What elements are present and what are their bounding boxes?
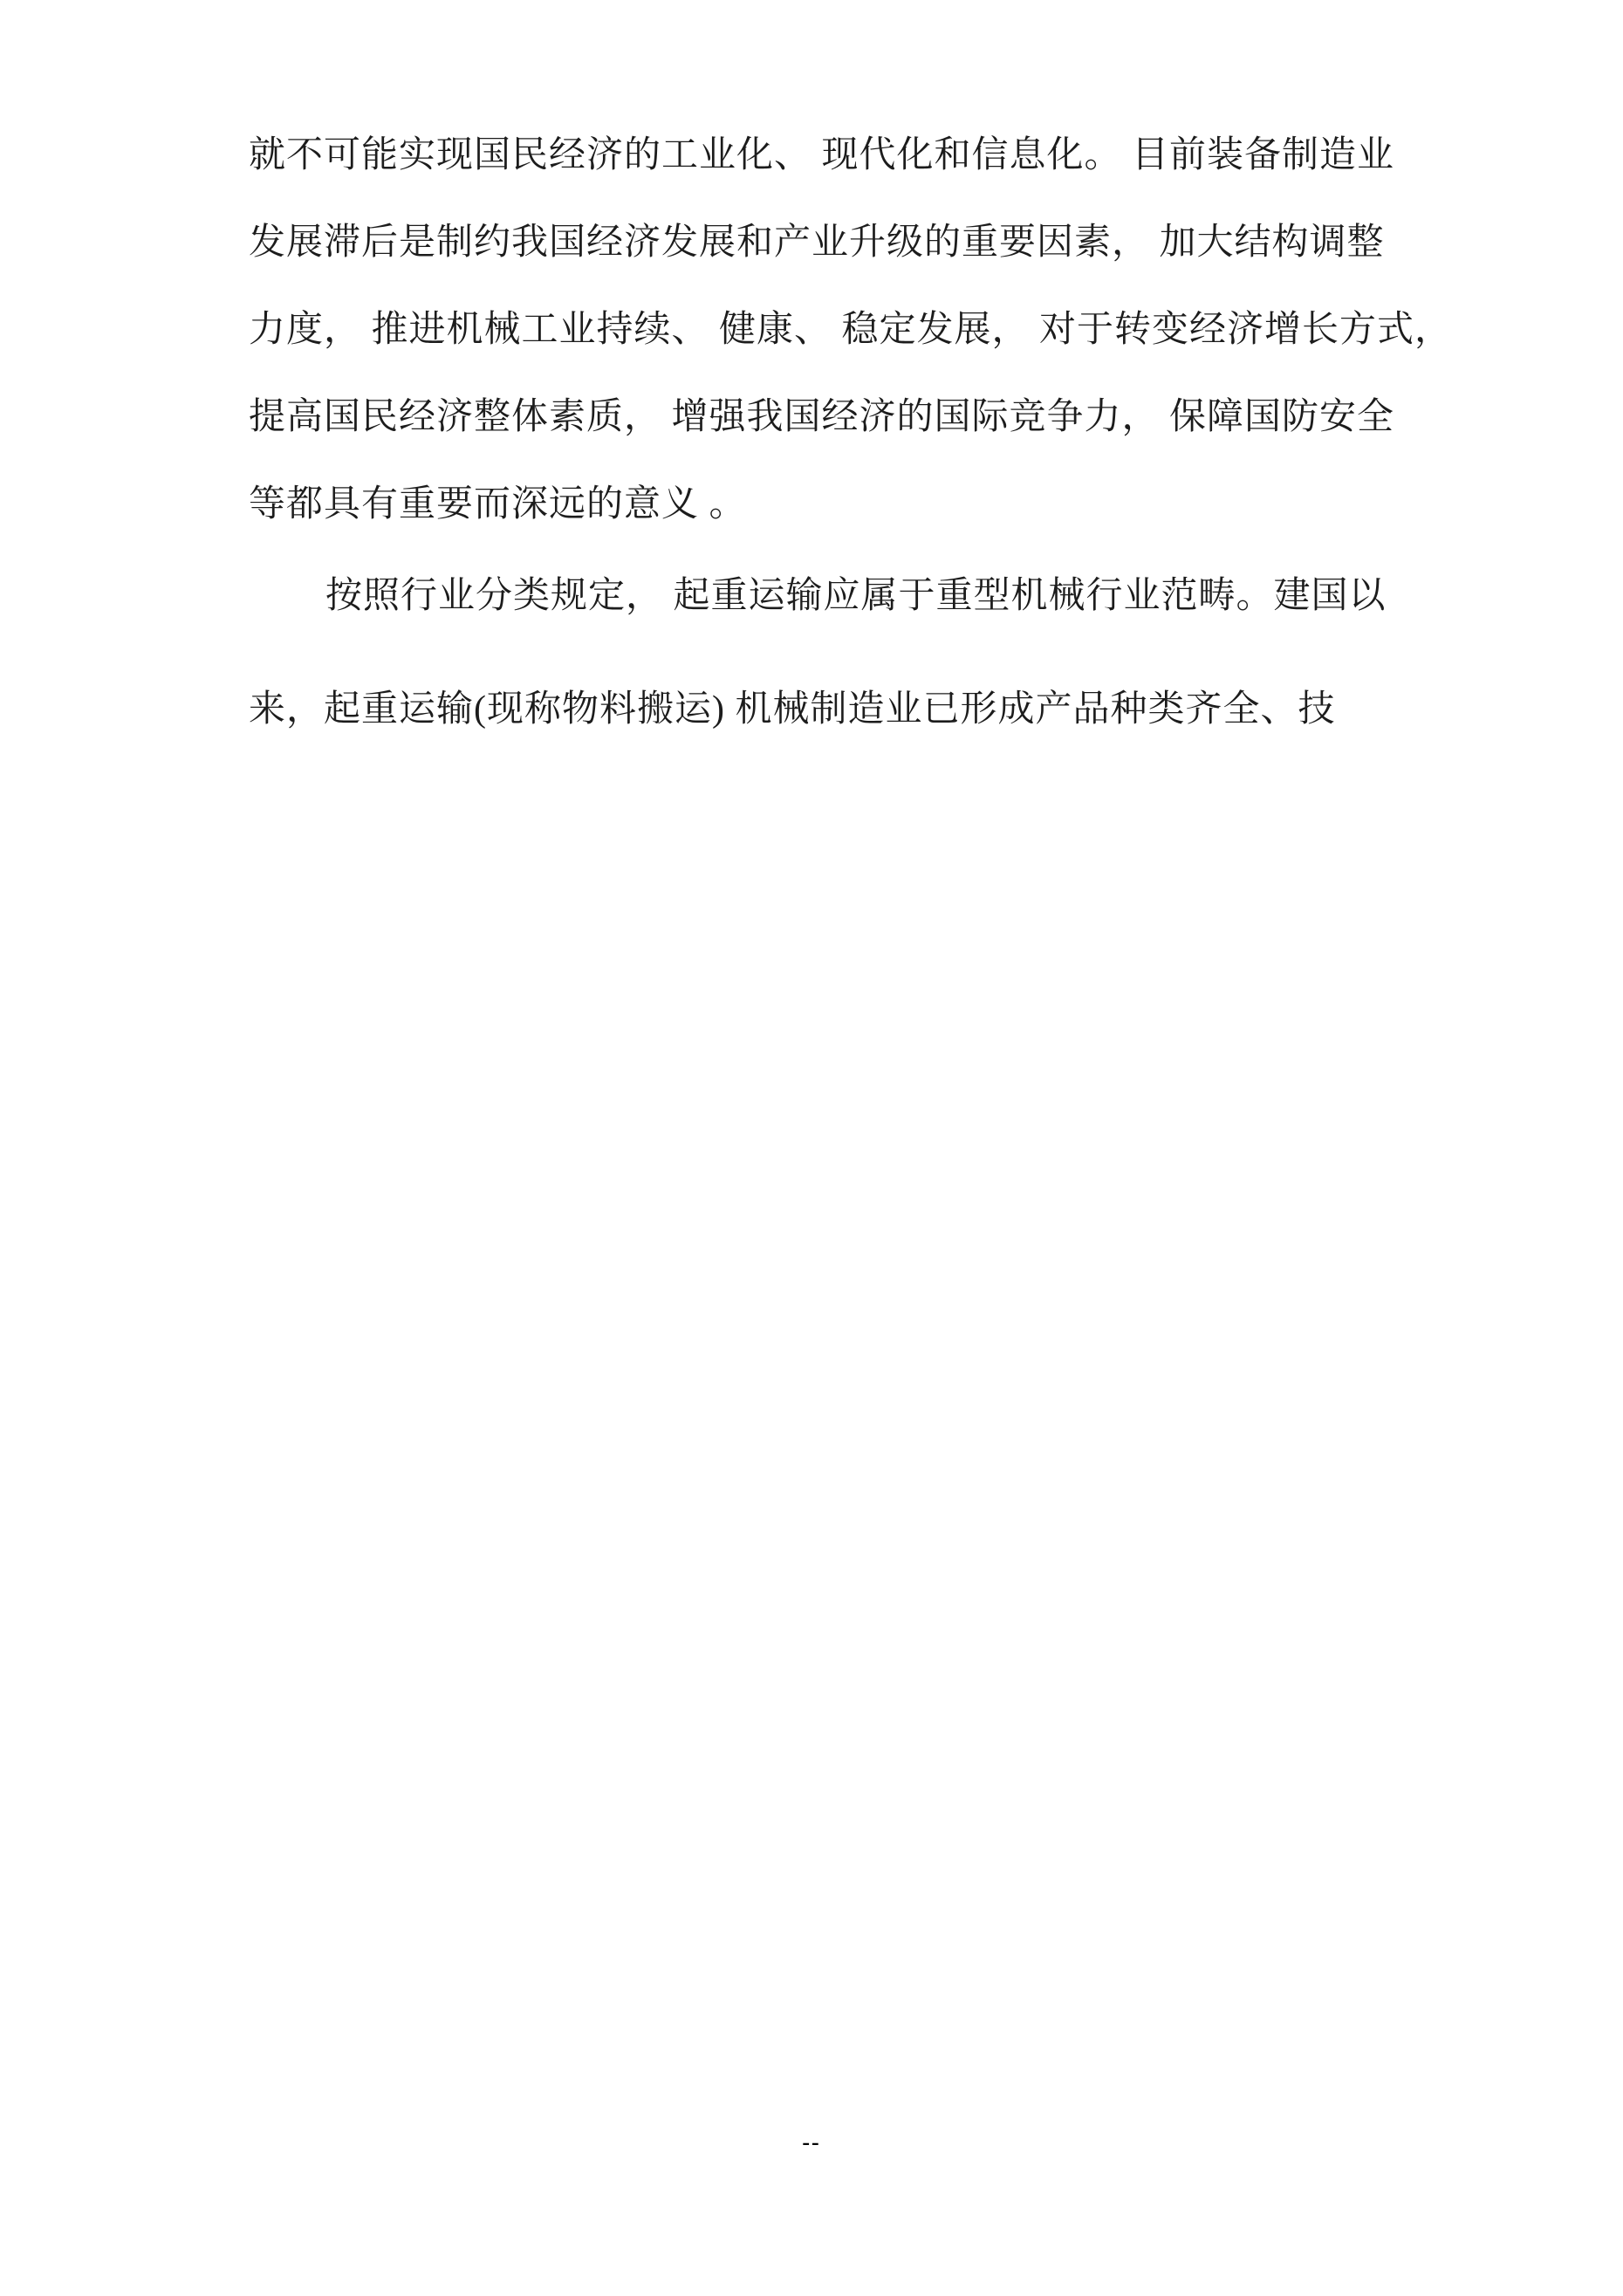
page-number-placeholder: -- (802, 2129, 821, 2155)
body-text-line: 发展滞后是制约我国经济发展和产业升级的重要因素， 加大结构调整 (249, 223, 1385, 263)
body-text-line: 来，起重运输(现称物料搬运) 机械制造业已形成产品种类齐全、技 (249, 689, 1336, 730)
document-body-text (249, 112, 1453, 753)
body-text-line: 等都具有重要而深远的意义 。 (249, 484, 747, 524)
body-text-line: 力度， 推进机械工业持续、 健康、 稳定发展， 对于转变经济增长方式， (249, 310, 1453, 350)
paragraph-2 (249, 552, 1387, 753)
body-text-line: 就不可能实现国民经济的工业化、 现代化和信息化。 目前装备制造业 (249, 135, 1395, 175)
body-text-line: 提高国民经济整体素质， 增强我国经济的国际竞争力， 保障国防安全 (249, 397, 1395, 437)
paragraph-1 (249, 112, 1453, 548)
body-text-line: 按照行业分类规定， 起重运输应属于重型机械行业范畴。建国以 (325, 576, 1387, 616)
